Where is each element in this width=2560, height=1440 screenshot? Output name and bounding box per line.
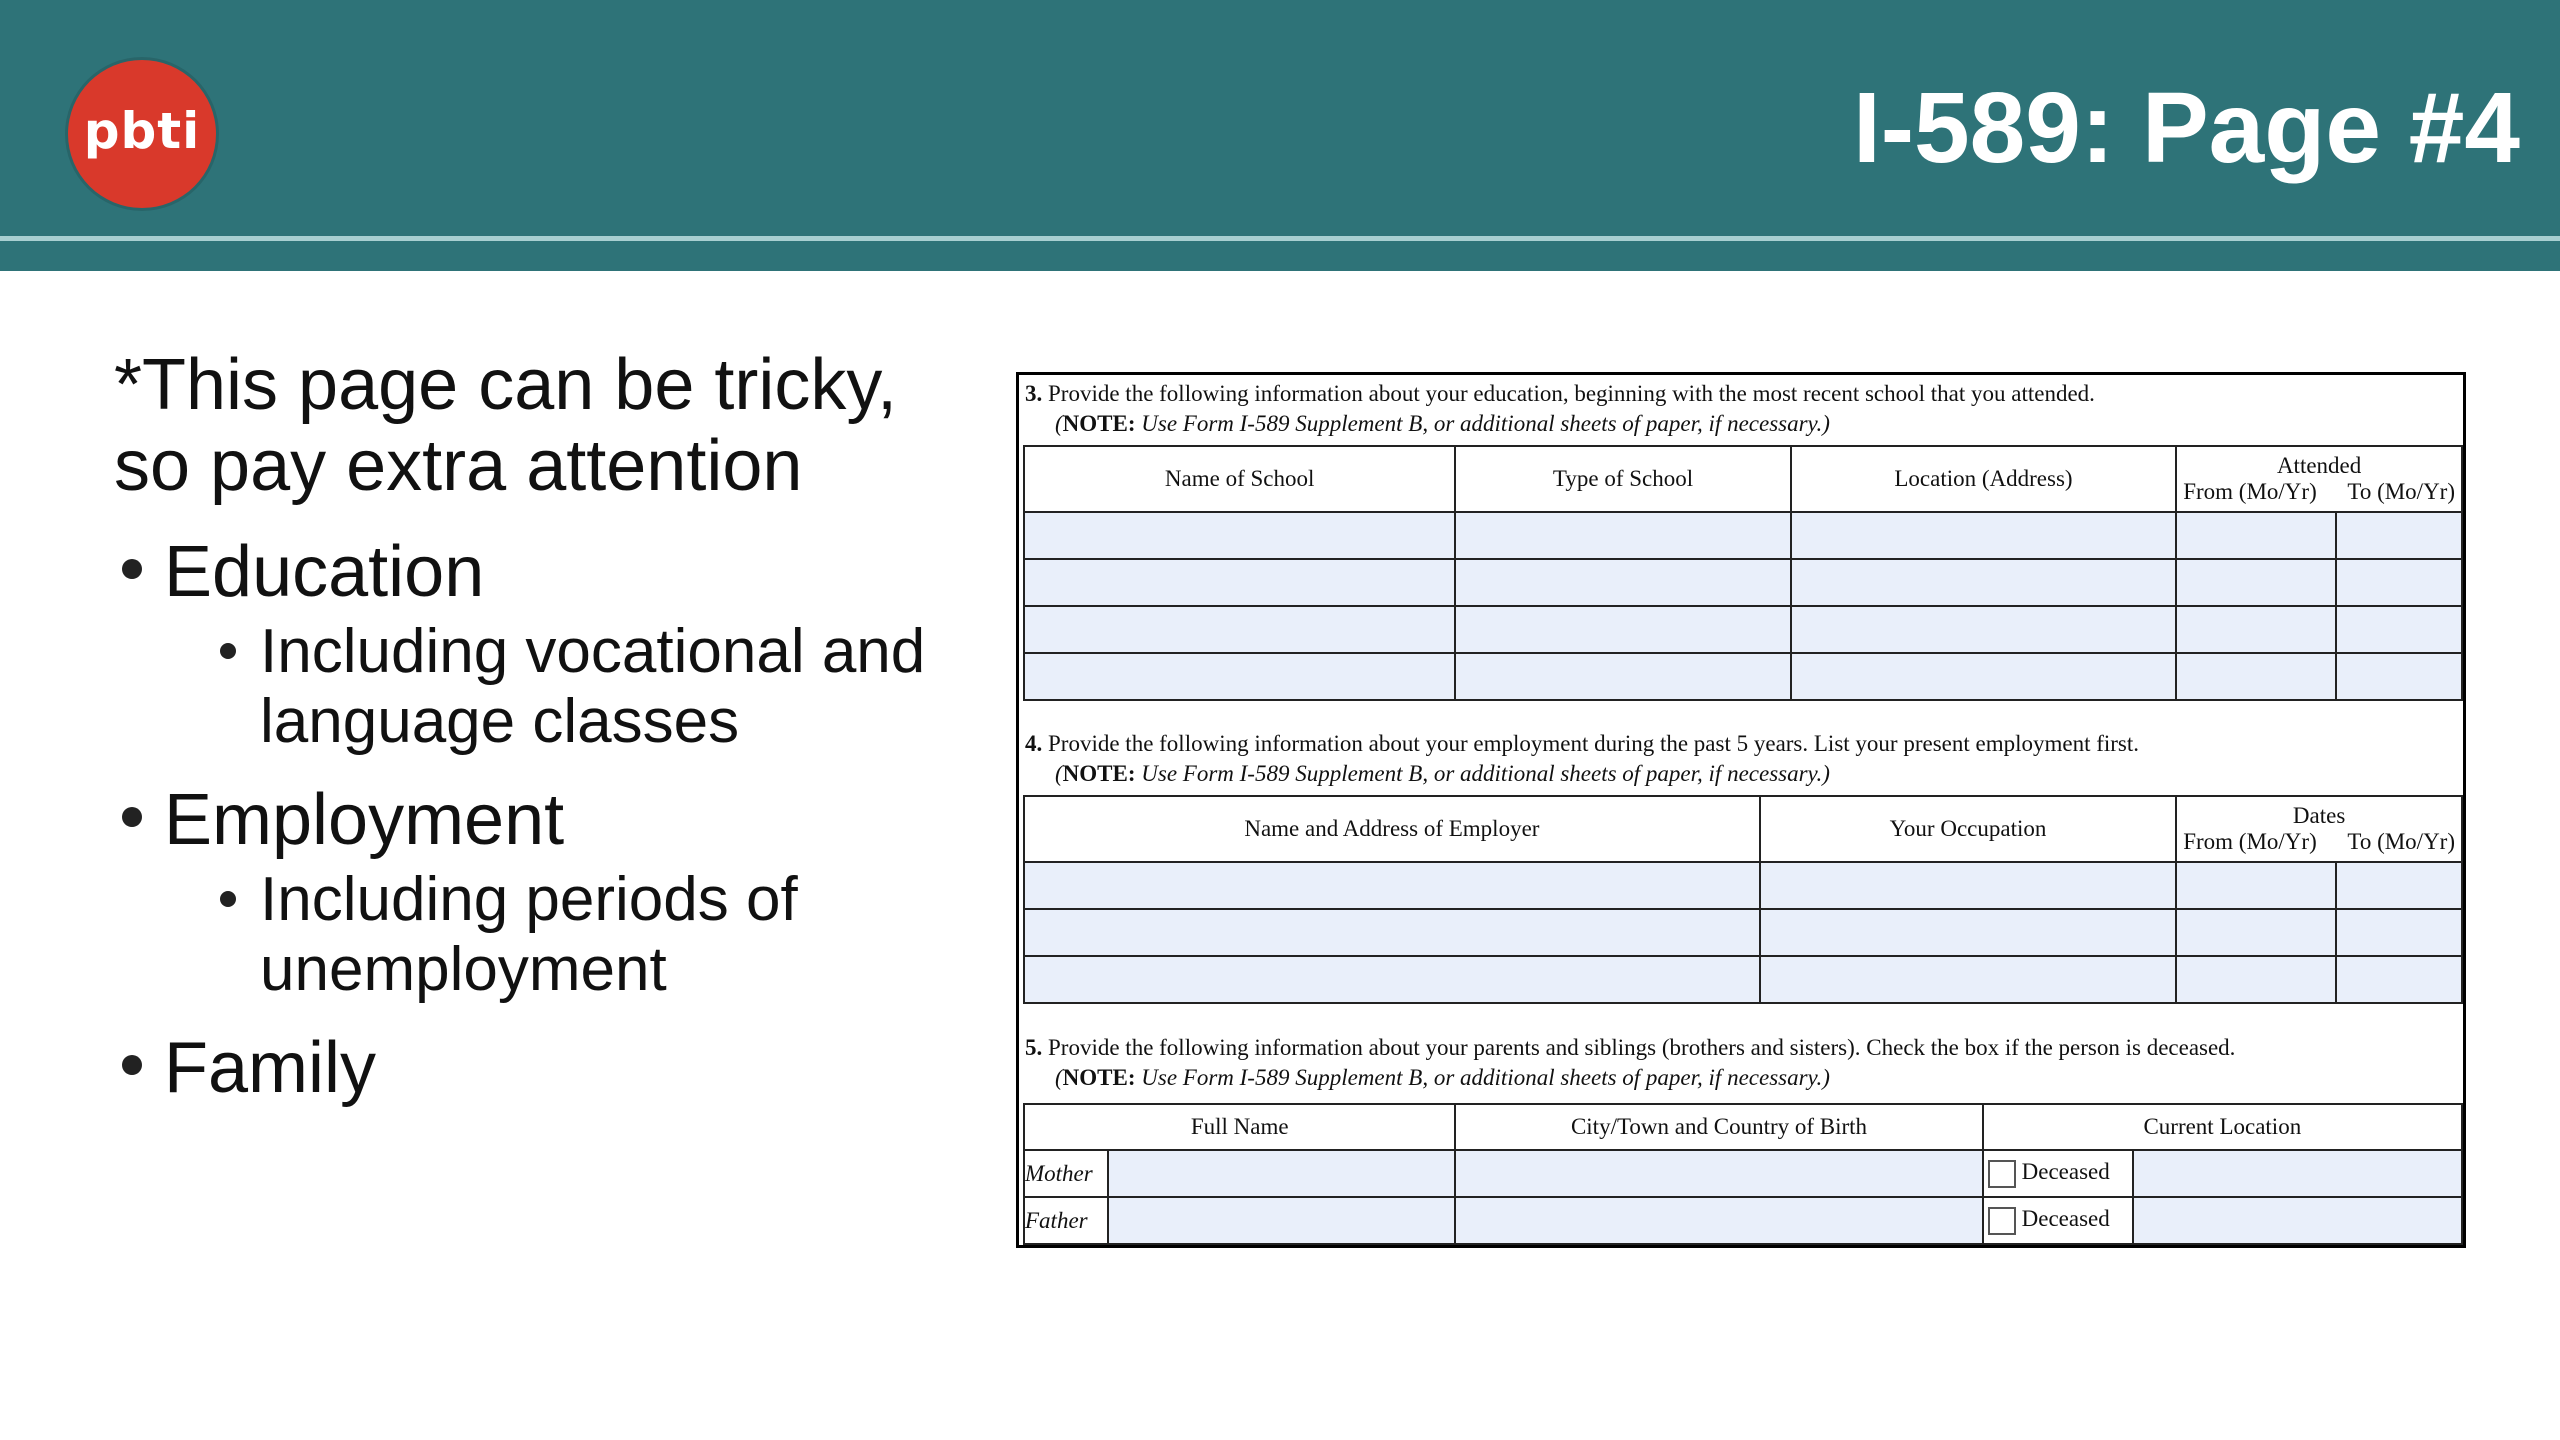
education-field[interactable] <box>2176 653 2336 700</box>
education-field[interactable] <box>1024 559 1455 606</box>
bullet-education <box>114 527 984 757</box>
col-occupation: Your Occupation <box>1760 796 2176 862</box>
header-band <box>0 241 2560 271</box>
row-label-father: Father <box>1024 1197 1108 1244</box>
mother-birthplace-field[interactable] <box>1455 1150 1982 1197</box>
sub-bullet-list <box>164 617 984 757</box>
mother-location-field[interactable] <box>2133 1150 2462 1197</box>
q5-instructions: 5. Provide the following information about your parents and siblings (brothers and sisters). Check the box if the person is deceased. (NOTE: Use Form I-589 Supplement B, or additional sheets of paper, if necessary.) <box>1025 1035 2236 1090</box>
employment-field[interactable] <box>2336 909 2462 956</box>
col-attended: Attended From (Mo/Yr) To (Mo/Yr) <box>2176 446 2462 512</box>
family-table <box>1023 1103 2463 1245</box>
father-deceased[interactable]: Deceased <box>1983 1197 2133 1244</box>
col-birthplace: City/Town and Country of Birth <box>1455 1104 1982 1150</box>
page-title: I-589: Page #4 <box>1852 72 2520 184</box>
employment-field[interactable] <box>1024 956 1760 1003</box>
employment-field[interactable] <box>2176 909 2336 956</box>
logo-text: pbti <box>83 102 201 160</box>
employment-field[interactable] <box>2176 956 2336 1003</box>
education-field[interactable] <box>1024 653 1455 700</box>
slide-text <box>114 345 984 1131</box>
education-field[interactable] <box>2176 606 2336 653</box>
employment-field[interactable] <box>1760 956 2176 1003</box>
employment-field[interactable] <box>2336 956 2462 1003</box>
education-field[interactable] <box>2176 512 2336 559</box>
education-field[interactable] <box>1455 606 1790 653</box>
row-label-mother: Mother <box>1024 1150 1108 1197</box>
bullet-dot <box>122 1055 142 1075</box>
employment-field[interactable] <box>1024 909 1760 956</box>
employment-field[interactable] <box>1760 862 2176 909</box>
bullet-label: Family <box>164 1028 376 1108</box>
col-location: Location (Address) <box>1791 446 2176 512</box>
employment-field[interactable] <box>1024 862 1760 909</box>
sub-bullet-dot <box>220 891 236 907</box>
bullet-dot <box>122 807 142 827</box>
form-excerpt <box>1016 372 2466 1248</box>
education-field[interactable] <box>2336 606 2462 653</box>
bullet-employment <box>114 775 984 1005</box>
education-field[interactable] <box>1791 512 2176 559</box>
education-field[interactable] <box>2336 512 2462 559</box>
education-field[interactable] <box>2336 559 2462 606</box>
deceased-checkbox[interactable] <box>1988 1160 2016 1188</box>
employment-field[interactable] <box>2336 862 2462 909</box>
father-birthplace-field[interactable] <box>1455 1197 1982 1244</box>
bullet-dot <box>122 559 142 579</box>
education-field[interactable] <box>2336 653 2462 700</box>
education-field[interactable] <box>1455 559 1790 606</box>
bullet-family <box>114 1023 984 1113</box>
bullet-label: Education <box>164 532 485 612</box>
education-field[interactable] <box>1024 512 1455 559</box>
employment-field[interactable] <box>2176 862 2336 909</box>
education-table <box>1023 445 2463 701</box>
mother-name-field[interactable] <box>1108 1150 1455 1197</box>
deceased-checkbox[interactable] <box>1988 1207 2016 1235</box>
bullet-list <box>114 527 984 1113</box>
education-field[interactable] <box>1455 512 1790 559</box>
col-employer: Name and Address of Employer <box>1024 796 1760 862</box>
education-field[interactable] <box>1791 606 2176 653</box>
bullet-label: Employment <box>164 780 565 860</box>
mother-deceased[interactable]: Deceased <box>1983 1150 2133 1197</box>
sub-bullet-list <box>164 865 984 1005</box>
q4-instructions: 4. Provide the following information about your employment during the past 5 years. List your present employment first. (NOTE: Use Form I-589 Supplement B, or additional sheets of paper, if necessary.) <box>1025 731 2140 786</box>
pbti-logo <box>68 60 216 208</box>
education-field[interactable] <box>1791 653 2176 700</box>
col-type-of-school: Type of School <box>1455 446 1790 512</box>
intro-text: *This page can be tricky, so pay extra attention <box>114 345 898 506</box>
education-field[interactable] <box>2176 559 2336 606</box>
employment-table <box>1023 795 2463 1004</box>
sub-bullet: Including periods of unemployment <box>260 865 984 1005</box>
col-current-location: Current Location <box>1983 1104 2462 1150</box>
education-field[interactable] <box>1455 653 1790 700</box>
col-name-of-school: Name of School <box>1024 446 1455 512</box>
sub-bullet: Including vocational and language classes <box>260 617 984 757</box>
employment-field[interactable] <box>1760 909 2176 956</box>
q3-instructions: 3. Provide the following information about your education, beginning with the most recent school that you attended. (NOTE: Use Form I-589 Supplement B, or additional sheets of paper, if necessary.) <box>1025 381 2095 436</box>
education-field[interactable] <box>1024 606 1455 653</box>
col-full-name: Full Name <box>1024 1104 1455 1150</box>
sub-bullet-dot <box>220 643 236 659</box>
education-field[interactable] <box>1791 559 2176 606</box>
father-location-field[interactable] <box>2133 1197 2462 1244</box>
col-dates: Dates From (Mo/Yr) To (Mo/Yr) <box>2176 796 2462 862</box>
father-name-field[interactable] <box>1108 1197 1455 1244</box>
